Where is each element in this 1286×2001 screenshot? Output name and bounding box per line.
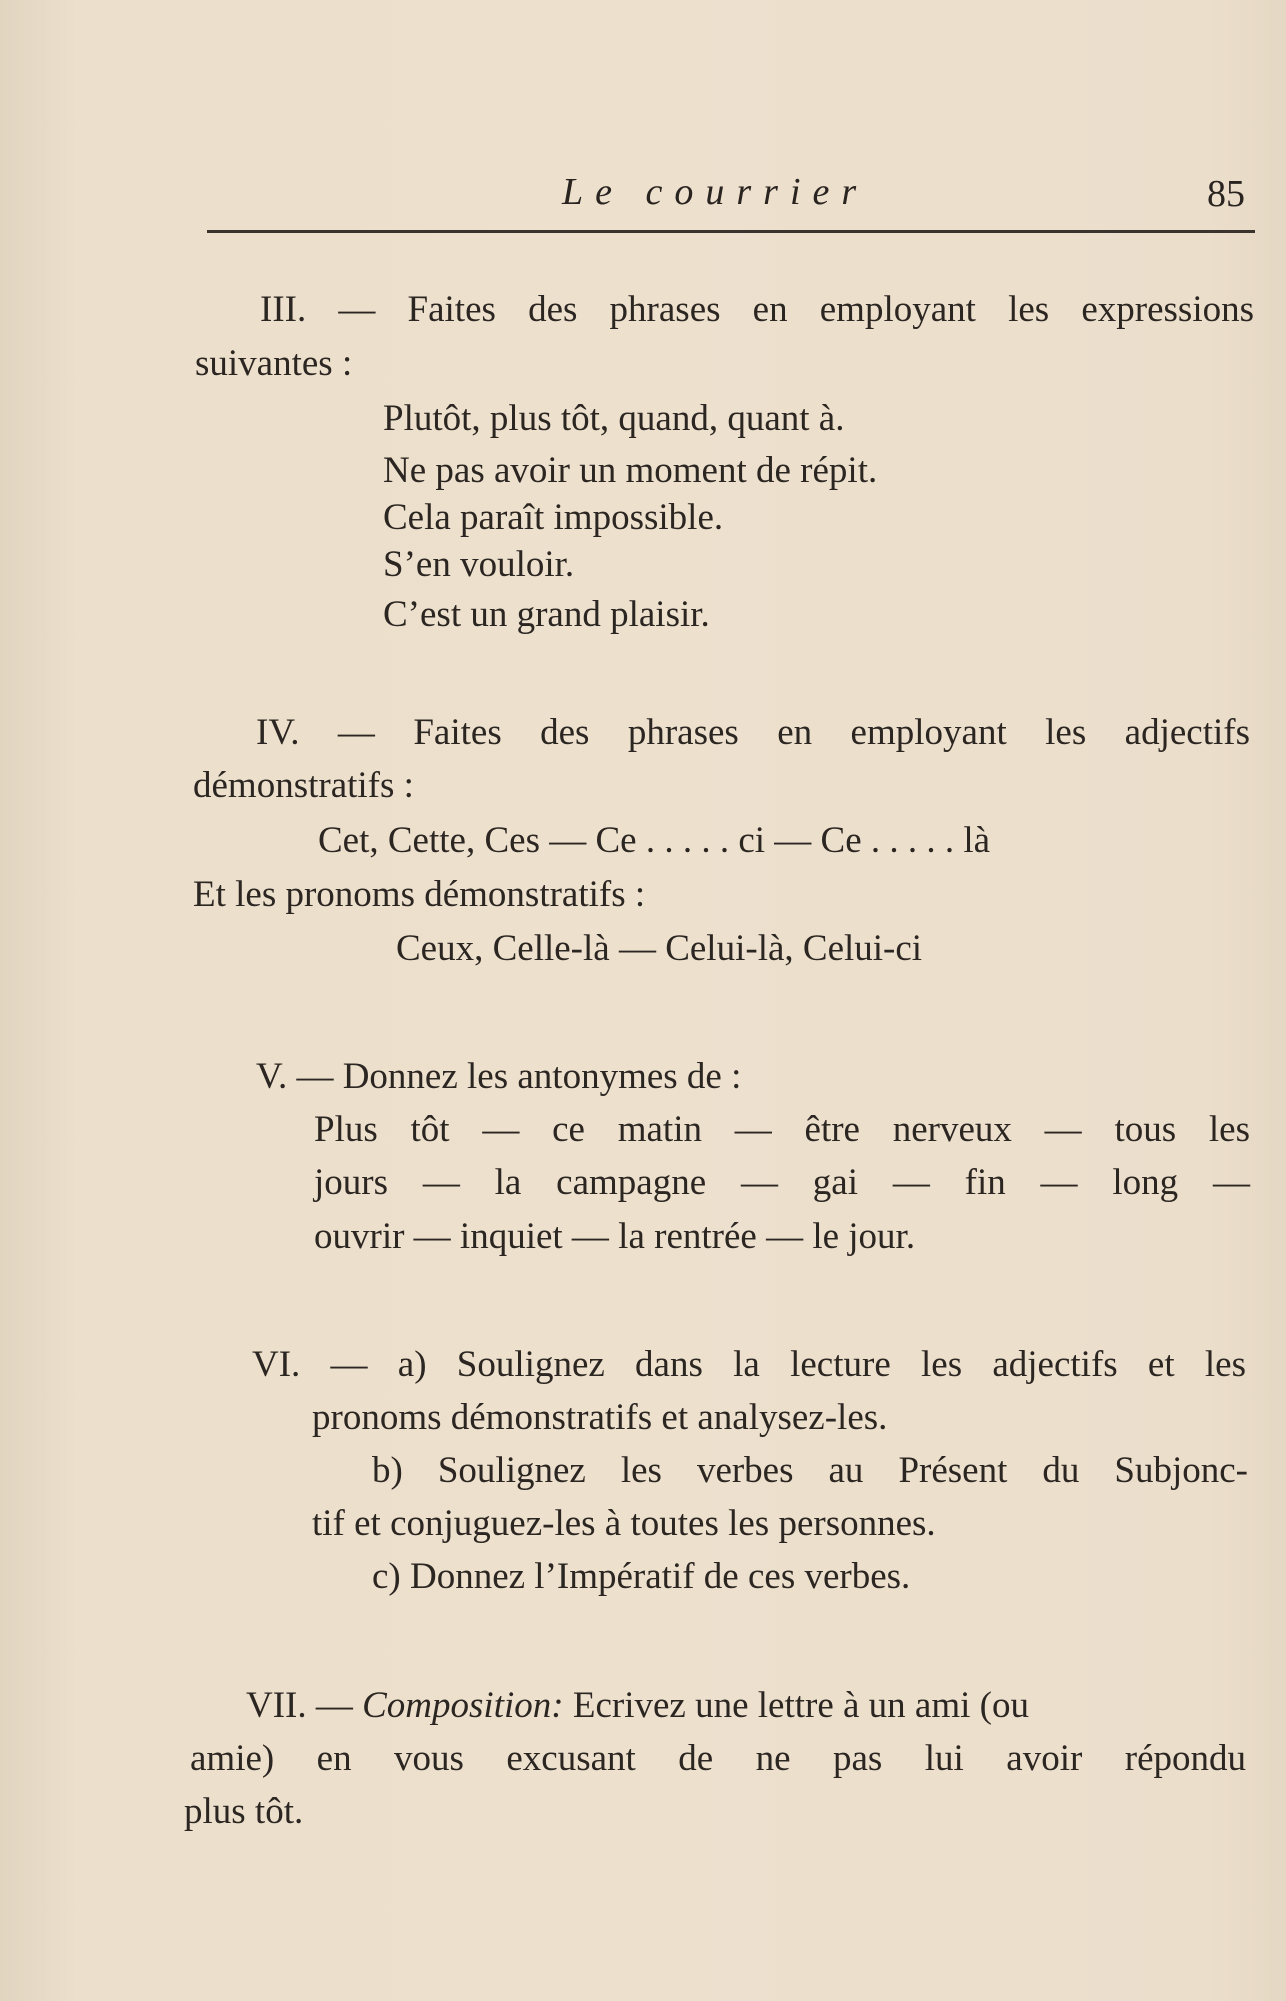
exercise-iii-item: C’est un grand plaisir. <box>383 594 710 635</box>
exercise-vii-line-2: amie) en vous excusant de ne pas lui avoir répondu <box>190 1738 1246 1779</box>
page-number: 85 <box>1207 173 1245 215</box>
exercise-vii-line-1 <box>246 1687 1246 1724</box>
exercise-iii-item: Cela paraît impossible. <box>383 497 724 538</box>
exercise-vii-line-1-rest: Ecrivez une lettre à un ami (ou <box>563 1685 1029 1726</box>
exercise-vi-line-4: tif et conjuguez-les à toutes les personnes. <box>312 1503 936 1544</box>
exercise-vi-line-1: VI. — a) Soulignez dans la lecture les adjectifs et les <box>252 1344 1246 1385</box>
exercise-iv-pronouns: Ceux, Celle-là — Celui-là, Celui-ci <box>396 928 923 969</box>
exercise-iii-item: Ne pas avoir un moment de répit. <box>383 450 878 491</box>
exercise-vi-line-3: b) Soulignez les verbes au Présent du Subjonc- <box>372 1450 1248 1491</box>
exercise-v-line-2: Plus tôt — ce matin — être nerveux — tous les <box>314 1109 1250 1150</box>
exercise-vii-prefix: VII. — <box>246 1685 363 1726</box>
exercise-vi-line-5: c) Donnez l’Impératif de ces verbes. <box>372 1556 911 1597</box>
exercise-iii-line-2: suivantes : <box>195 343 353 384</box>
exercise-iv-adjectives: Cet, Cette, Ces — Ce . . . . . ci — Ce . . . . . là <box>318 820 991 861</box>
exercise-vii-label: Composition: <box>362 1685 564 1726</box>
exercise-vi-line-2: pronoms démonstratifs et analysez-les. <box>312 1397 888 1438</box>
exercise-v-line-4: ouvrir — inquiet — la rentrée — le jour. <box>314 1216 916 1257</box>
exercise-iv-line-3: Et les pronoms démonstratifs : <box>193 874 646 915</box>
exercise-v-line-3: jours — la campagne — gai — fin — long — <box>314 1162 1250 1203</box>
exercise-iv-line-2: démonstratifs : <box>193 765 414 806</box>
exercise-iii-line-1: III. — Faites des phrases en employant les expressions <box>260 289 1254 330</box>
exercise-iii-item: S’en vouloir. <box>383 544 575 585</box>
exercise-vii-line-3: plus tôt. <box>184 1791 304 1832</box>
header-rule <box>207 230 1255 233</box>
running-title: Le courrier <box>562 171 869 213</box>
exercise-v-line-1: V. — Donnez les antonymes de : <box>256 1056 742 1097</box>
exercise-iv-line-1: IV. — Faites des phrases en employant les adjectifs <box>256 712 1250 753</box>
exercise-iii-item: Plutôt, plus tôt, quand, quant à. <box>383 398 845 439</box>
